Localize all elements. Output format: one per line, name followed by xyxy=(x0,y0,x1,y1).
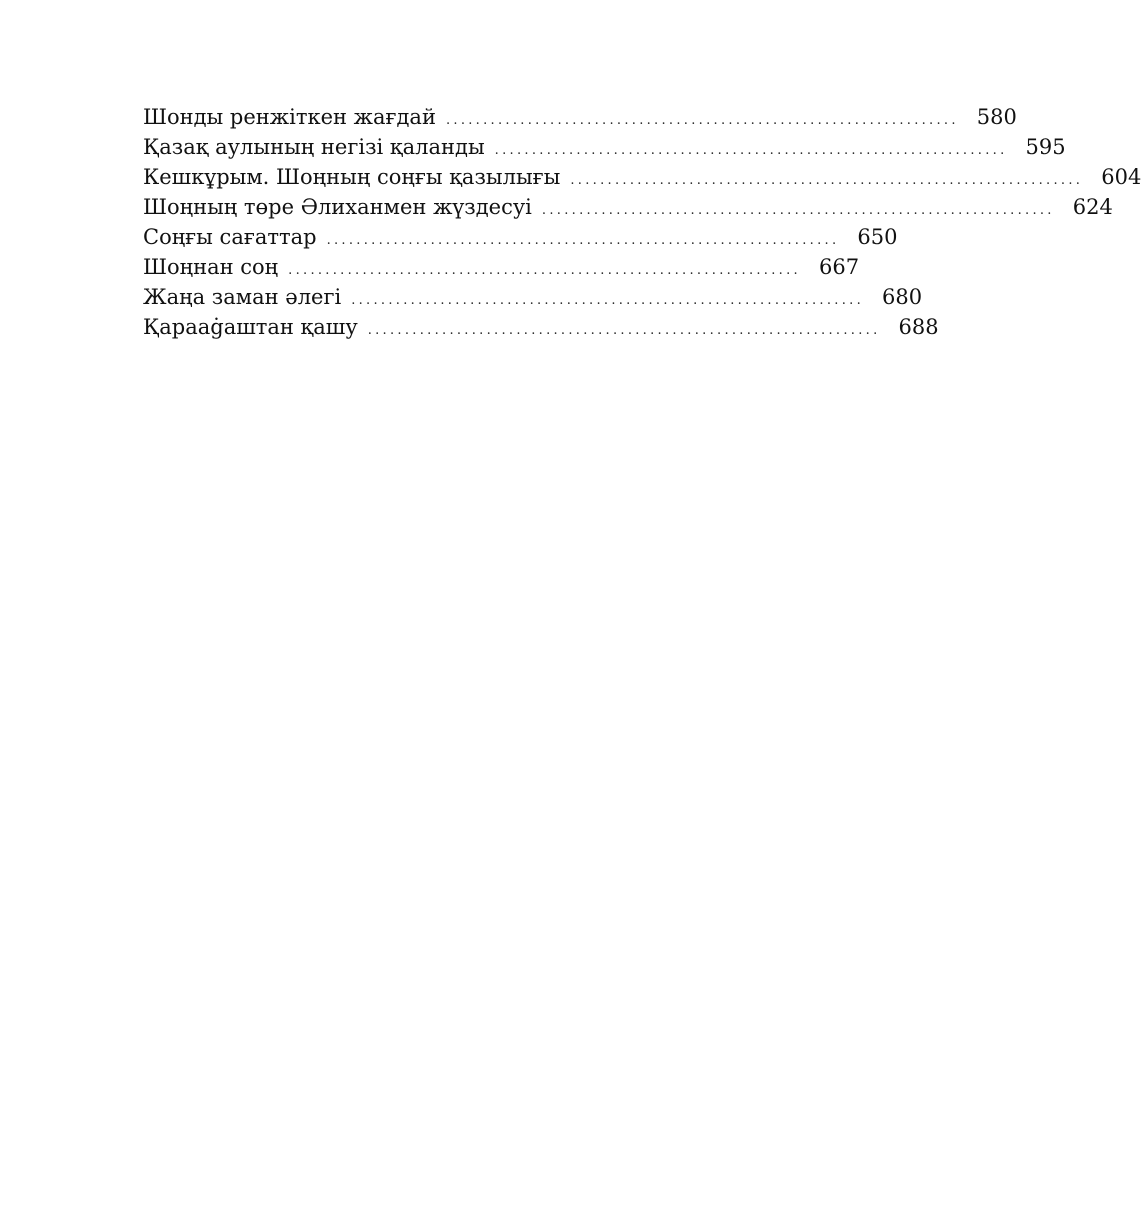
dot-leader: ..................................................................... xyxy=(570,173,1084,188)
toc-entry-title: Қазақ аулының негізі қаланды xyxy=(143,135,485,159)
toc-entry xyxy=(143,132,1066,162)
toc-entry-title: Шонды ренжіткен жағдай xyxy=(143,105,436,129)
toc-entry-title: Қарааġаштан қашу xyxy=(143,315,358,339)
toc-entry-title: Жаңа заман әлегі xyxy=(143,285,342,309)
toc-entry xyxy=(143,312,939,342)
toc-entry-page: 595 xyxy=(1025,135,1066,159)
toc-entry-page: 688 xyxy=(898,315,939,339)
toc-entry-title: Соңғы сағаттар xyxy=(143,225,317,249)
toc-entry-title: Шоңнан соң xyxy=(143,255,279,279)
dot-leader: ..................................................................... xyxy=(326,233,840,248)
toc-entry-page: 624 xyxy=(1072,195,1113,219)
toc-entry-page: 580 xyxy=(976,105,1017,129)
dot-leader: ..................................................................... xyxy=(541,203,1055,218)
toc-entry-page: 680 xyxy=(882,285,923,309)
dot-leader: ..................................................................... xyxy=(445,113,959,128)
dot-leader: ..................................................................... xyxy=(367,323,881,338)
toc-entry xyxy=(143,102,1017,132)
dot-leader: ..................................................................... xyxy=(351,293,865,308)
toc-entry xyxy=(143,252,860,282)
toc-entry-title: Кешкұрым. Шоңның соңғы қазылығы xyxy=(143,165,561,189)
toc-entry xyxy=(143,192,1113,222)
dot-leader: ..................................................................... xyxy=(494,143,1008,158)
toc-entry-page: 650 xyxy=(857,225,898,249)
toc-entry-title: Шоңның төре Әлиханмен жүздесуі xyxy=(143,195,532,219)
dot-leader: ..................................................................... xyxy=(288,263,801,278)
toc-entry xyxy=(143,162,1141,192)
toc-entry xyxy=(143,222,898,252)
toc-entry-page: 667 xyxy=(818,255,860,279)
toc-entry-page: 604 xyxy=(1101,165,1141,189)
toc-entry xyxy=(143,282,923,312)
table-of-contents xyxy=(143,102,1141,342)
